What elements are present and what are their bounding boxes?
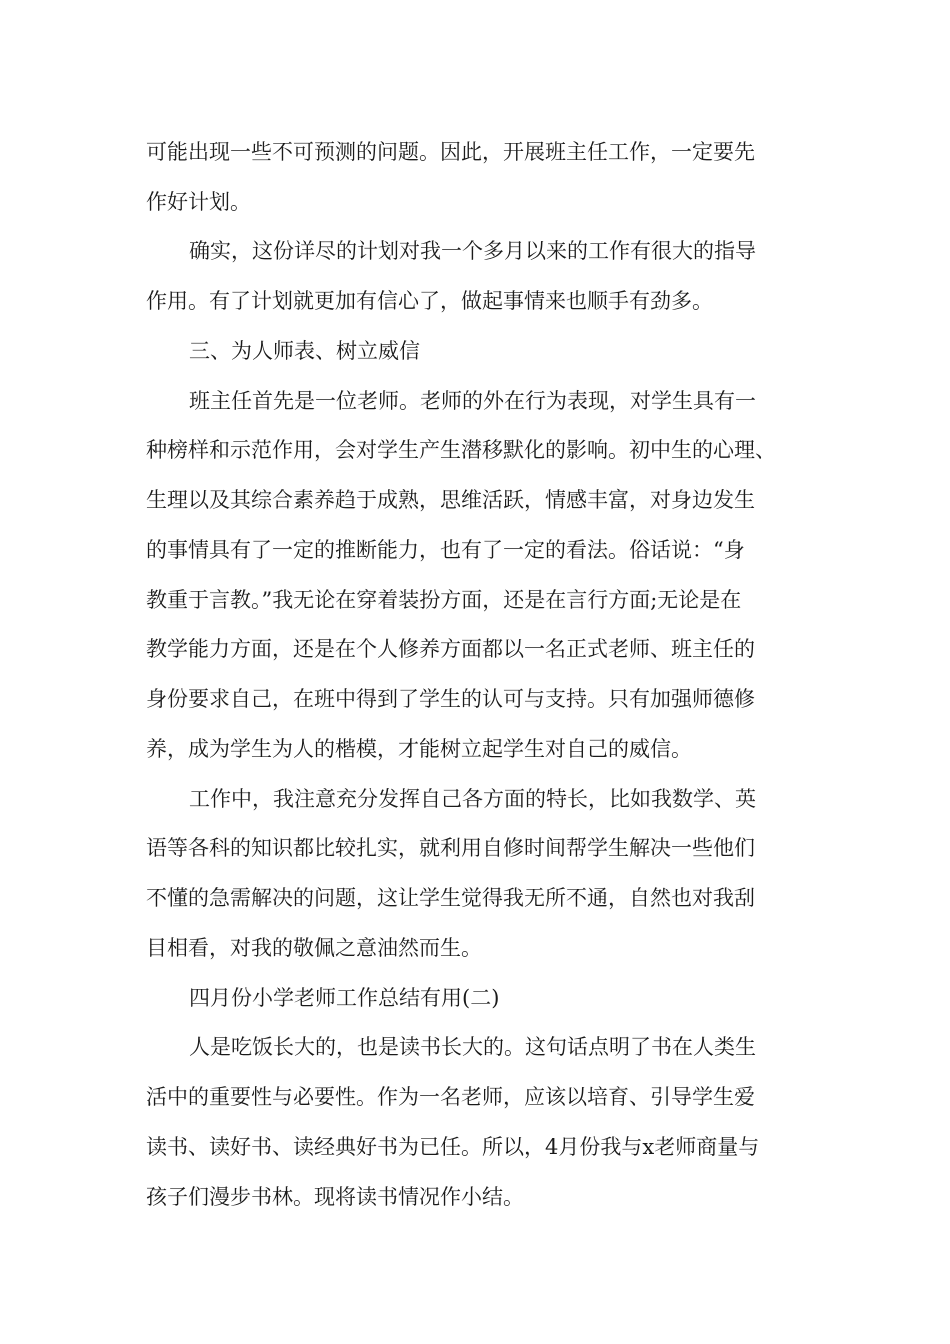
text-line: 生理以及其综合素养趋于成熟，思维活跃，情感丰富，对身边发生 xyxy=(146,488,755,512)
text-line: 班主任首先是一位老师。老师的外在行为表现，对学生具有一 xyxy=(189,389,756,413)
text-line: 教重于言教。”我无论在穿着装扮方面，还是在言行方面;无论是在 xyxy=(146,588,742,612)
text-line: 的事情具有了一定的推断能力，也有了一定的看法。俗话说：“身 xyxy=(146,538,745,562)
text-line: 人是吃饭长大的，也是读书长大的。这句话点明了书在人类生 xyxy=(189,1035,756,1059)
text-line: 活中的重要性与必要性。作为一名老师，应该以培育、引导学生爱 xyxy=(146,1085,755,1109)
text-line: 读书、读好书、读经典好书为已任。所以，4月份我与x老师商量与 xyxy=(146,1135,760,1159)
text-line: 不懂的急需解决的问题，这让学生觉得我无所不通，自然也对我刮 xyxy=(146,886,755,910)
text-line: 可能出现一些不可预测的问题。因此，开展班主任工作，一定要先 xyxy=(146,140,755,164)
text-line: 工作中，我注意充分发挥自己各方面的特长，比如我数学、英 xyxy=(189,787,756,811)
text-line: 作好计划。 xyxy=(146,190,251,214)
text-line: 种榜样和示范作用，会对学生产生潜移默化的影响。初中生的心理、 xyxy=(146,438,776,462)
text-line: 孩子们漫步书林。现将读书情况作小结。 xyxy=(146,1185,524,1209)
text-line: 语等各科的知识都比较扎实，就利用自修时间帮学生解决一些他们 xyxy=(146,836,755,860)
text-line: 确实，这份详尽的计划对我一个多月以来的工作有很大的指导 xyxy=(189,239,756,263)
text-line: 目相看，对我的敬佩之意油然而生。 xyxy=(146,936,482,960)
text-line: 作用。有了计划就更加有信心了，做起事情来也顺手有劲多。 xyxy=(146,289,713,313)
text-line: 养，成为学生为人的楷模，才能树立起学生对自己的威信。 xyxy=(146,737,692,761)
section-heading: 三、为人师表、树立威信 xyxy=(189,339,420,363)
text-line: 身份要求自己，在班中得到了学生的认可与支持。只有加强师德修 xyxy=(146,687,755,711)
section-heading: 四月份小学老师工作总结有用(二) xyxy=(189,986,500,1010)
text-line: 教学能力方面，还是在个人修养方面都以一名正式老师、班主任的 xyxy=(146,637,755,661)
